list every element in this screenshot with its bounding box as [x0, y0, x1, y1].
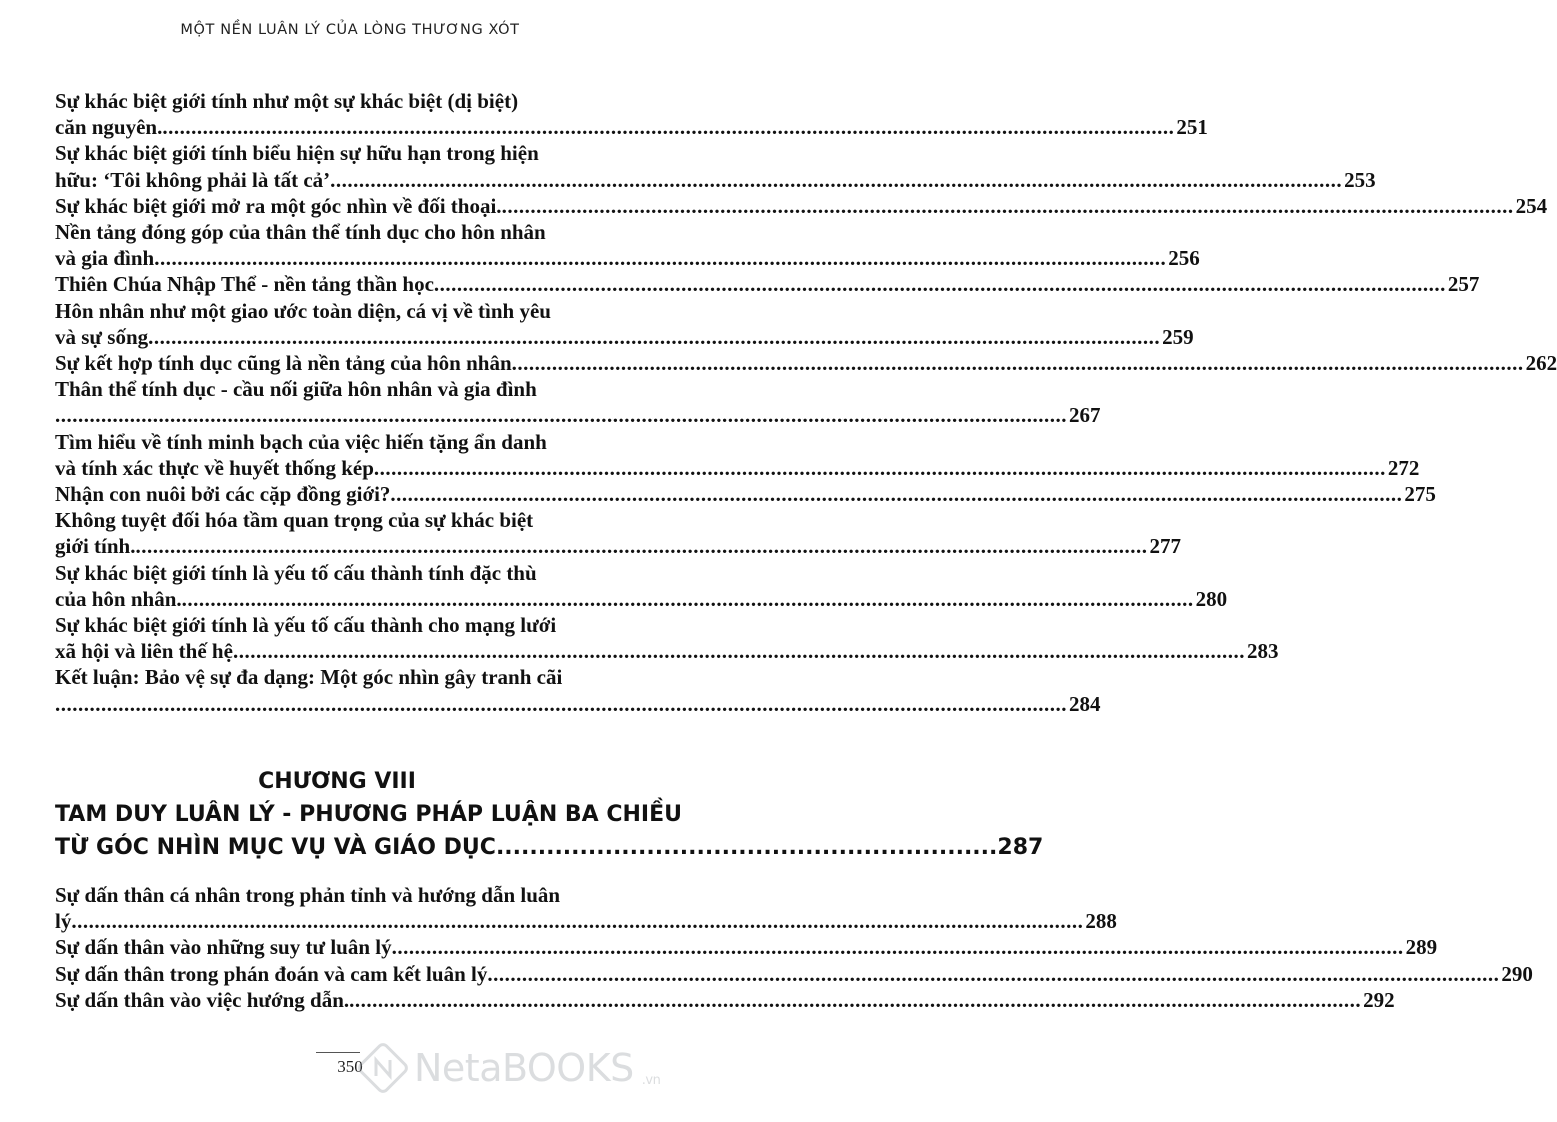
watermark-suffix: .vn	[641, 1073, 661, 1088]
toc-entry-text: Sự khác biệt giới mở ra một góc nhìn về đối thoại.	[55, 193, 502, 218]
toc-entry-line	[55, 533, 1181, 559]
toc-entry-text: và sự sống	[55, 324, 149, 349]
leader-dots	[148, 325, 1160, 349]
toc-entry-text: Sự khác biệt giới tính là yếu tố cấu thành tính đặc thù	[55, 560, 537, 585]
toc-entry-line	[55, 114, 1208, 140]
toc-entry-text: Không tuyệt đối hóa tầm quan trọng của sự khác biệt	[55, 508, 534, 533]
toc-entry-text: Thân thể tính dục - cầu nối giữa hôn nhân và gia đình	[55, 377, 537, 402]
leader-dots	[487, 962, 1499, 986]
toc-entry-line	[55, 402, 1101, 428]
toc-entry	[55, 664, 1101, 716]
toc-list-bottom	[55, 882, 1533, 1013]
toc-page-number: 292	[1363, 987, 1395, 1012]
toc-entry-line	[55, 350, 1557, 376]
toc-entry-line	[55, 193, 1548, 219]
toc-entry	[55, 271, 1480, 297]
leader-dots	[512, 351, 1524, 375]
running-header: MỘT NỀN LUÂN LÝ CỦA LÒNG THƯƠNG XÓT	[180, 22, 520, 38]
chapter-number: CHƯƠNG VIII	[258, 769, 416, 794]
watermark-brand: NetaBOOKS	[414, 1046, 634, 1090]
chapter-title-line-2	[55, 831, 1044, 864]
toc-entry-text: Hôn nhân như một giao ước toàn diện, cá vị về tình yêu	[55, 298, 551, 323]
toc-entry	[55, 612, 1279, 664]
toc-page-number: 284	[1069, 691, 1101, 716]
toc-entry-text: xã hội và liên thế hệ	[55, 639, 233, 664]
toc-entry	[55, 560, 1228, 612]
toc-entry	[55, 140, 1376, 192]
leader-dots	[162, 115, 1174, 139]
leader-dots	[392, 935, 1404, 959]
netabooks-logo-icon	[360, 1045, 406, 1091]
toc-entry-line	[55, 987, 1395, 1013]
toc-entry	[55, 481, 1436, 507]
toc-entry-line	[55, 934, 1438, 960]
leader-dots	[374, 456, 1386, 480]
leader-dots	[390, 482, 1402, 506]
toc-entry	[55, 882, 1117, 934]
toc-page-number: 289	[1405, 935, 1438, 960]
toc-entry	[55, 961, 1533, 987]
toc-page-number: 254	[1515, 193, 1548, 218]
toc-entry-line	[55, 586, 1228, 612]
toc-entry-text: Nền tảng đóng góp của thân thể tính dục cho hôn nhân	[55, 220, 546, 245]
toc-page-number: 280	[1195, 586, 1228, 611]
toc-entry	[55, 219, 1200, 271]
toc-entry-text: Sự khác biệt giới tính biểu hiện sự hữu hạn trong hiện	[55, 141, 539, 166]
toc-entry	[55, 507, 1181, 559]
toc-page-number: 290	[1501, 961, 1533, 986]
chapter-title-line-1: TAM DUY LUÂN LÝ - PHƯƠNG PHÁP LUẬN BA CHIỀU	[55, 802, 682, 827]
toc-page-number: 288	[1085, 909, 1117, 934]
toc-entry-text: Tìm hiểu về tính minh bạch của việc hiến tặng ẩn danh	[55, 429, 547, 454]
leader-dots	[135, 534, 1147, 558]
leader-dots	[55, 403, 1067, 427]
toc-entry-text: Sự dấn thân vào những suy tư luân lý	[55, 935, 392, 960]
toc-entry-text: Sự khác biệt giới tính là yếu tố cấu thành cho mạng lưới	[55, 613, 557, 638]
toc-page-number: 283	[1246, 639, 1279, 664]
toc-entry-line	[55, 481, 1436, 507]
toc-page-number: 253	[1344, 167, 1376, 192]
toc-entry	[55, 298, 1194, 350]
toc-list-top	[55, 88, 1557, 717]
leader-dots	[233, 639, 1245, 663]
toc-entry	[55, 987, 1395, 1013]
toc-entry-text: Sự khác biệt giới tính như một sự khác biệt (dị biệt)	[55, 89, 519, 113]
toc-entry-text: giới tính.	[55, 534, 136, 559]
toc-page-number: 256	[1168, 246, 1200, 271]
toc-entry-line	[55, 961, 1533, 987]
toc-page-number: 259	[1162, 324, 1194, 349]
toc-entry	[55, 934, 1438, 960]
chapter-title-line-2-text: TỪ GÓC NHÌN MỤC VỤ VÀ GIÁO DỤC	[55, 835, 496, 860]
toc-entry-line	[55, 455, 1420, 481]
watermark	[360, 1038, 680, 1098]
toc-entry-text: Sự dấn thân cá nhân trong phản tỉnh và hướng dẫn luân	[55, 883, 561, 907]
toc-entry	[55, 376, 1101, 428]
toc-entry-text: Thiên Chúa Nhập Thể - nền tảng thần học	[55, 272, 434, 297]
chapter-heading	[55, 765, 1044, 864]
leader-dots	[330, 168, 1342, 192]
toc-entry	[55, 350, 1557, 376]
toc-entry-line	[55, 271, 1480, 297]
leader-dots	[182, 587, 1194, 611]
toc-page-number: 275	[1404, 482, 1436, 507]
chapter-leader-dots: ............................................................	[495, 835, 998, 860]
chapter-page-number: 287	[997, 835, 1044, 860]
page-number: 350	[337, 1057, 363, 1076]
toc-page-number: 267	[1069, 403, 1101, 428]
toc-entry-text: của hôn nhân.	[55, 586, 182, 611]
leader-dots	[154, 246, 1166, 270]
leader-dots	[434, 272, 1446, 296]
toc-page-number: 272	[1387, 455, 1420, 480]
toc-entry	[55, 193, 1548, 219]
toc-page-number: 257	[1447, 272, 1480, 297]
toc-entry-text: Sự dấn thân vào việc hướng dẫn.	[55, 987, 350, 1012]
toc-entry	[55, 88, 1208, 140]
page-number-rule	[316, 1052, 360, 1053]
toc-entry-text: hữu: ‘Tôi không phải là tất cả’	[55, 167, 331, 192]
leader-dots	[502, 194, 1514, 218]
toc-entry-text: Sự dấn thân trong phán đoán và cam kết luân lý	[55, 961, 488, 986]
toc-page-number: 251	[1176, 115, 1208, 140]
toc-page-number: 277	[1149, 534, 1181, 559]
toc-entry-line	[55, 908, 1117, 934]
toc-entry-text: và gia đình	[55, 246, 155, 271]
toc-entry-line	[55, 691, 1101, 717]
toc-page-number: 262	[1525, 351, 1557, 376]
toc-entry-line	[55, 324, 1194, 350]
toc-entry-line	[55, 167, 1376, 193]
toc-entry-text: căn nguyên.	[55, 115, 163, 140]
toc-entry-line	[55, 638, 1279, 664]
toc-entry-text: Kết luận: Bảo vệ sự đa dạng: Một góc nhìn gây tranh cãi	[55, 665, 563, 690]
toc-entry-text: và tính xác thực về huyết thống kép	[55, 455, 374, 480]
leader-dots	[349, 988, 1361, 1012]
toc-entry-text: lý	[55, 909, 72, 934]
toc-entry	[55, 429, 1420, 481]
toc-entry-text: Nhận con nuôi bởi các cặp đồng giới?	[55, 482, 391, 507]
toc-entry-text: Sự kết hợp tính dục cũng là nền tảng của hôn nhân	[55, 351, 512, 376]
leader-dots	[71, 909, 1083, 933]
toc-entry-line	[55, 245, 1200, 271]
leader-dots	[55, 692, 1067, 716]
